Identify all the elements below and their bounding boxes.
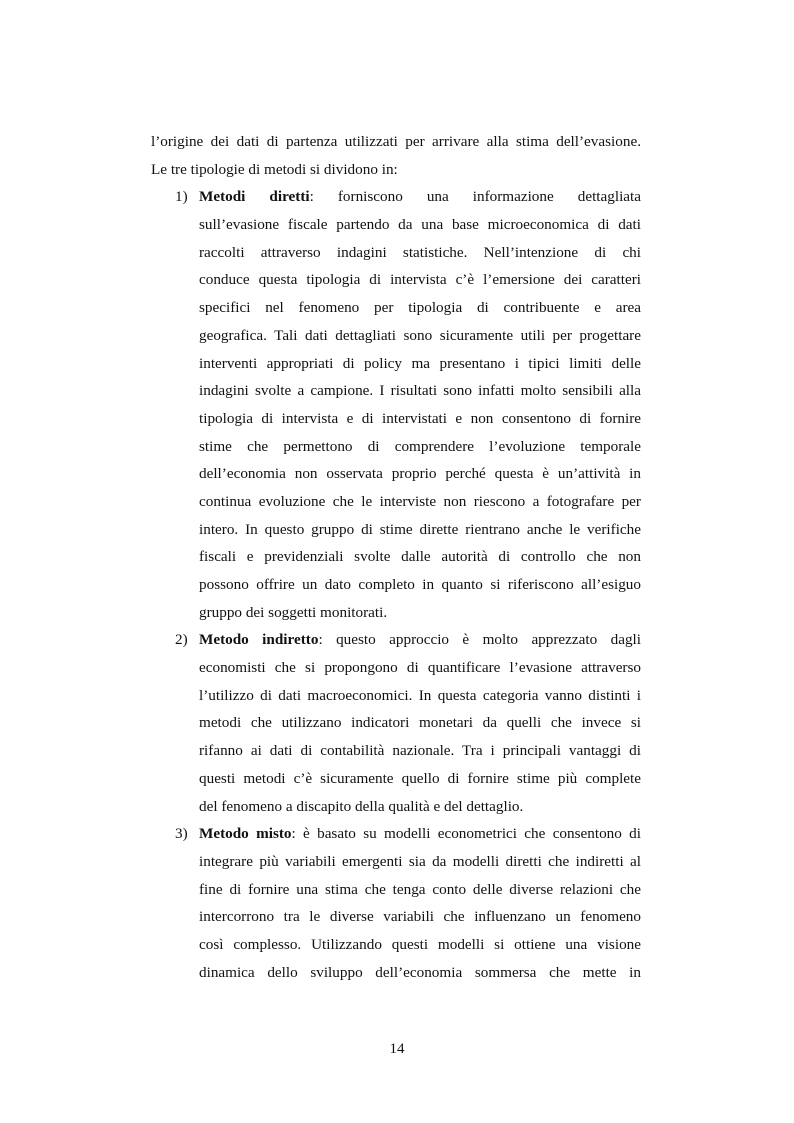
text-line: fine di fornire una stima che tenga conto delle diverse relazioni che xyxy=(199,880,641,898)
body-text xyxy=(151,128,641,986)
list-item-metodi-diretti xyxy=(151,183,641,626)
text-line: tipologia di intervista e di intervistati e non consentono di fornire xyxy=(199,409,641,427)
list-item-term: Metodo indiretto xyxy=(199,631,319,649)
text-line: integrare più variabili emergenti sia da modelli diretti che indiretti al xyxy=(199,852,641,870)
text-line: gruppo dei soggetti monitorati. xyxy=(199,603,388,621)
text-fragment: : è basato su modelli econometrici che consentono di xyxy=(291,825,641,843)
text-line: indagini svolte a campione. I risultati sono infatti molto sensibili alla xyxy=(199,382,641,400)
page-number: 14 xyxy=(389,1041,405,1057)
text-line: rifanno ai dati di contabilità nazionale. Tra i principali vantaggi di xyxy=(199,742,641,760)
text-line: geografica. Tali dati dettagliati sono sicuramente utili per progettare xyxy=(199,326,641,344)
list-item-metodo-indiretto xyxy=(151,626,641,820)
text-line: l’utilizzo di dati macroeconomici. In questa categoria vanno distinti i xyxy=(199,686,641,704)
list-item-term: Metodo misto xyxy=(199,825,292,843)
list-item-number: 2) xyxy=(175,631,188,649)
text-line: intercorrono tra le diverse variabili che influenzano un fenomeno xyxy=(199,908,641,926)
text-line: stime che permettono di comprendere l’evoluzione temporale xyxy=(199,437,641,455)
text-line: fiscali e previdenziali svolte dalle autorità di controllo che non xyxy=(199,548,641,566)
text-line: dinamica dello sviluppo dell’economia sommersa che mette in xyxy=(199,963,641,981)
text-line: raccolti attraverso indagini statistiche. Nell’intenzione di chi xyxy=(199,243,641,261)
text-line: dell’economia non osservata proprio perché questa è un’attività in xyxy=(199,465,641,483)
text-line: conduce questa tipologia di intervista c’è l’emersione dei caratteri xyxy=(199,271,641,289)
text-fragment: : questo approccio è molto apprezzato dagli xyxy=(318,631,641,649)
text-line xyxy=(199,626,641,654)
text-line: del fenomeno a discapito della qualità e del dettaglio. xyxy=(199,797,524,815)
list-item-number: 3) xyxy=(175,825,188,843)
text-line: economisti che si propongono di quantificare l’evasione attraverso xyxy=(199,659,641,677)
text-fragment: : forniscono una informazione dettagliata xyxy=(309,188,641,206)
list-item-number: 1) xyxy=(175,188,188,206)
text-line: interventi appropriati di policy ma presentano i tipici limiti delle xyxy=(199,354,641,372)
text-line: metodi che utilizzano indicatori monetari da quelli che invece si xyxy=(199,714,641,732)
text-line: sull’evasione fiscale partendo da una base microeconomica di dati xyxy=(199,216,641,234)
text-line: possono offrire un dato completo in quanto si riferiscono all’esiguo xyxy=(199,576,641,593)
text-line: questi metodi c’è sicuramente quello di fornire stime più complete xyxy=(199,769,641,787)
text-line: specifici nel fenomeno per tipologia di contribuente e area xyxy=(199,299,641,317)
list-item-metodo-misto xyxy=(151,820,641,986)
text-line xyxy=(199,820,641,848)
text-line: Le tre tipologie di metodi si dividono in: xyxy=(151,160,398,178)
text-line: continua evoluzione che le interviste non riescono a fotografare per xyxy=(199,492,641,510)
text-line: così complesso. Utilizzando questi modelli si ottiene una visione xyxy=(199,935,641,953)
text-line: intero. In questo gruppo di stime dirette rientrano anche le verifiche xyxy=(199,520,641,538)
text-line: l’origine dei dati di partenza utilizzati per arrivare alla stima dell’evasione. xyxy=(151,133,641,150)
list-item-term: Metodi diretti xyxy=(199,188,310,206)
text-line xyxy=(199,183,641,211)
